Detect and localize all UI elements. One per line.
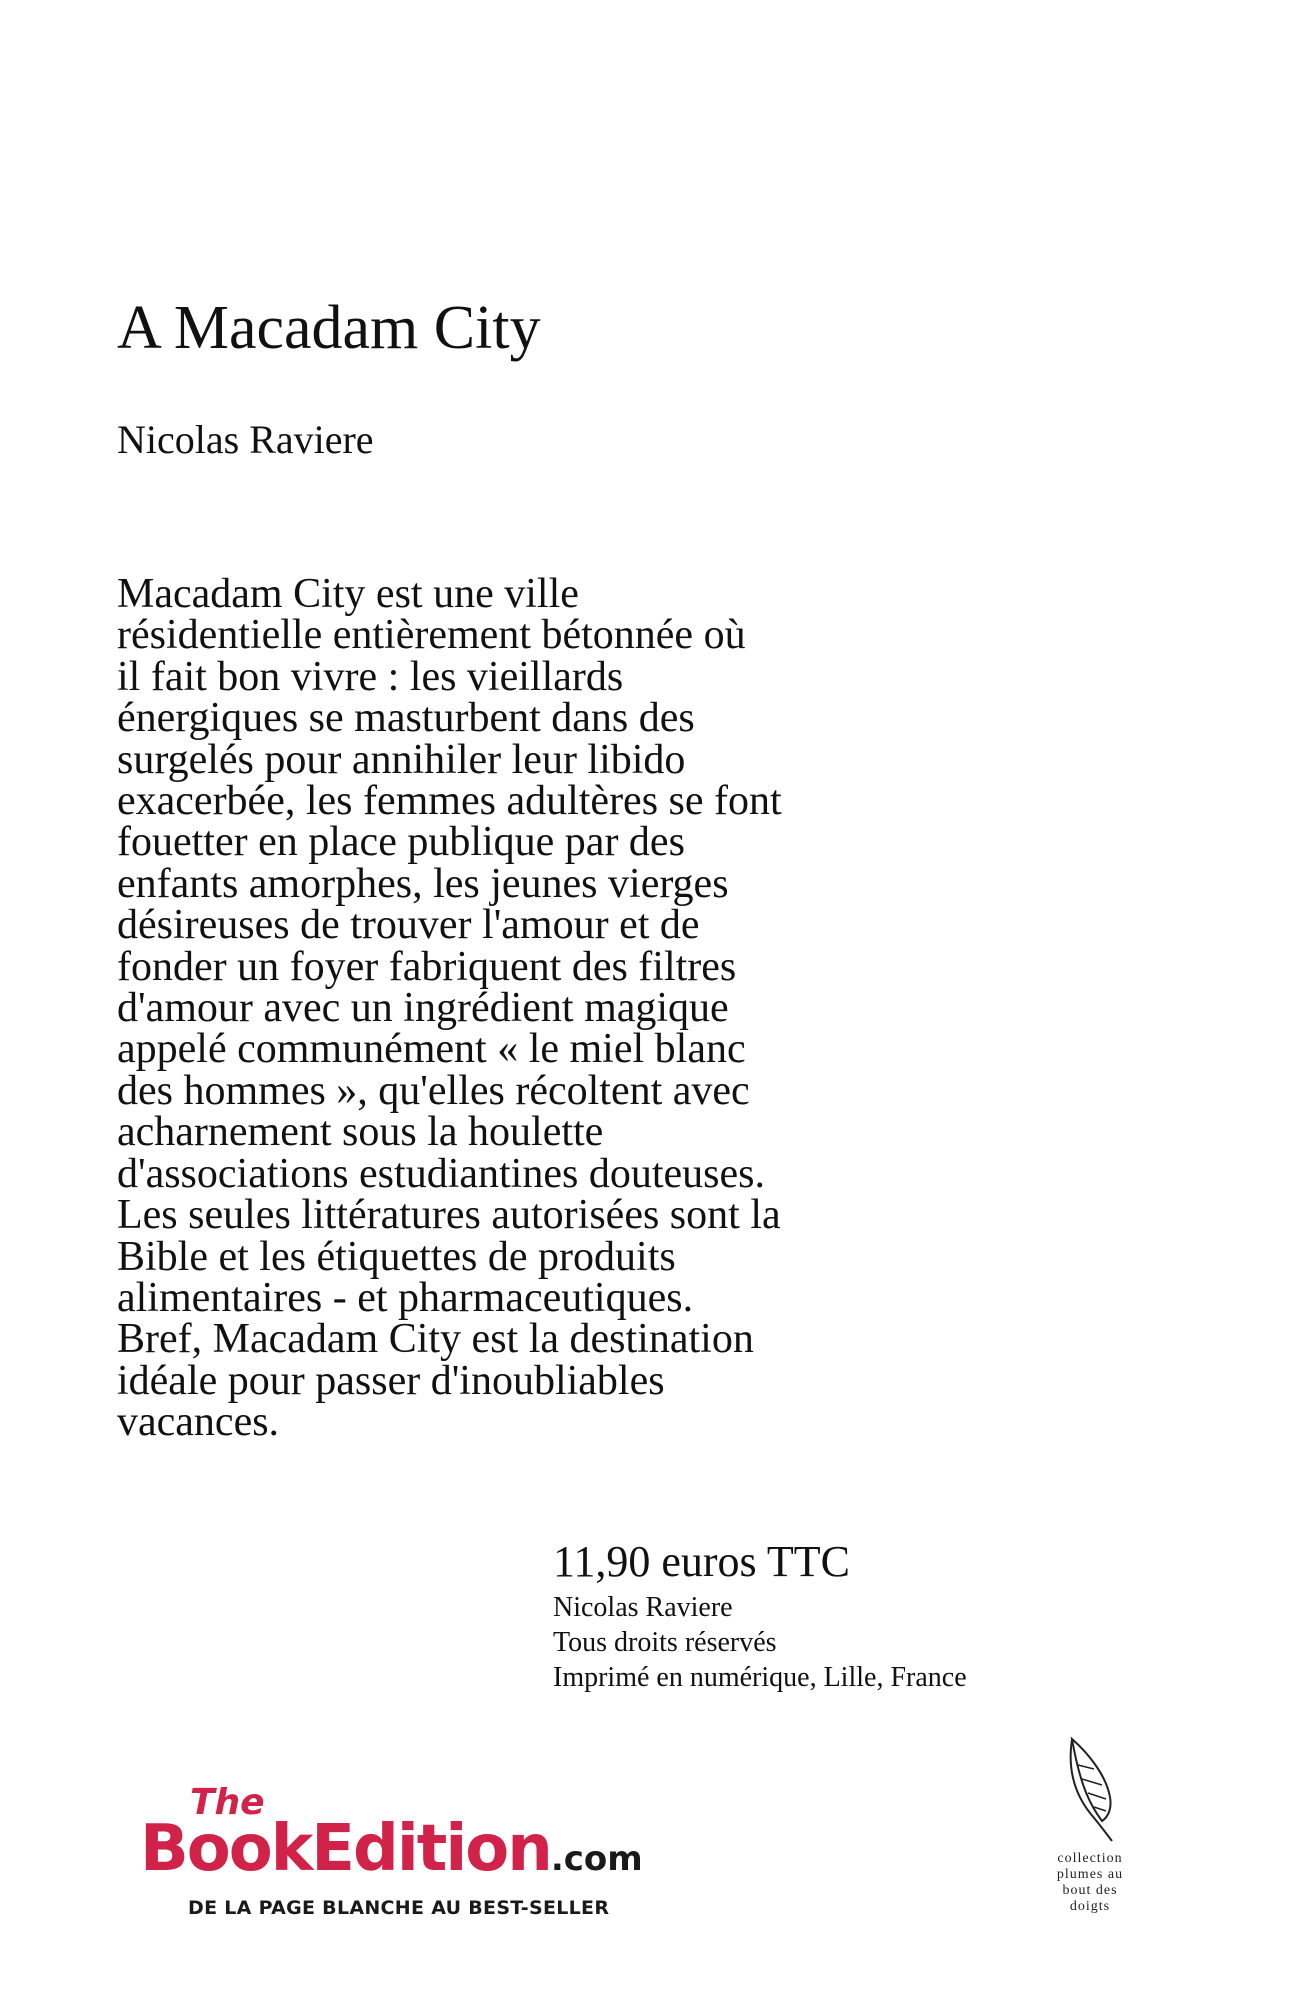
imprint-author: Nicolas Raviere <box>553 1592 733 1623</box>
blurb-line: vacances. <box>117 1399 280 1446</box>
blurb-line: fonder un foyer fabriquent des filtres <box>117 943 737 990</box>
blurb-line: exacerbée, les femmes adultères se font <box>117 778 782 825</box>
publisher-logo <box>140 1782 700 1945</box>
blurb-line: acharnement sous la houlette <box>117 1109 604 1156</box>
blurb-line: il fait bon vivre : les vieillards <box>117 653 624 700</box>
logo-tagline: DE LA PAGE BLANCHE AU BEST-SELLER <box>188 1897 610 1919</box>
blurb-line: Bible et les étiquettes de produits <box>117 1233 676 1280</box>
imprint-printed: Imprimé en numérique, Lille, France <box>553 1662 967 1693</box>
blurb-line: résidentielle entièrement bétonnée où <box>117 612 746 659</box>
blurb-line: Macadam City est une ville <box>117 571 579 617</box>
blurb-line: surgelés pour annihiler leur libido <box>117 736 686 783</box>
blurb-line: idéale pour passer d'inoubliables <box>117 1357 665 1404</box>
collection-badge <box>1040 1735 1140 1915</box>
logo-wordmark <box>140 1811 643 1897</box>
book-blurb <box>117 571 997 1446</box>
blurb-line: Les seules littératures autorisées sont la <box>117 1192 781 1239</box>
logo-the: The <box>190 1782 265 1823</box>
blurb-line: désireuses de trouver l'amour et de <box>117 902 700 949</box>
collection-line: doigts <box>1069 1899 1111 1914</box>
blurb-line: Bref, Macadam City est la destination <box>117 1316 754 1363</box>
collection-line: plumes au <box>1056 1867 1124 1882</box>
blurb-line: d'associations estudiantines douteuses. <box>117 1150 765 1197</box>
collection-label <box>1040 1851 1140 1915</box>
collection-line: bout des <box>1062 1883 1118 1898</box>
book-author: Nicolas Raviere <box>117 417 374 462</box>
blurb-line: fouetter en place publique par des <box>117 819 685 866</box>
book-title: A Macadam City <box>117 294 541 362</box>
blurb-line: enfants amorphes, les jeunes vierges <box>117 860 729 907</box>
blurb-line: des hommes », qu'elles récoltent avec <box>117 1067 750 1114</box>
blurb-line: alimentaires - et pharmaceutiques. <box>117 1274 694 1321</box>
price: 11,90 euros TTC <box>553 1537 850 1586</box>
collection-line: collection <box>1057 1851 1123 1866</box>
quill-icon <box>1050 1735 1130 1845</box>
imprint-rights: Tous droits réservés <box>553 1627 777 1658</box>
blurb-line: d'amour avec un ingrédient magique <box>117 985 729 1032</box>
blurb-line: appelé communément « le miel blanc <box>117 1026 746 1073</box>
logo-main-text: BookEdition <box>140 1812 551 1886</box>
blurb-line: énergiques se masturbent dans des <box>117 695 695 742</box>
logo-suffix: .com <box>550 1839 643 1879</box>
imprint-block <box>553 1590 967 1695</box>
